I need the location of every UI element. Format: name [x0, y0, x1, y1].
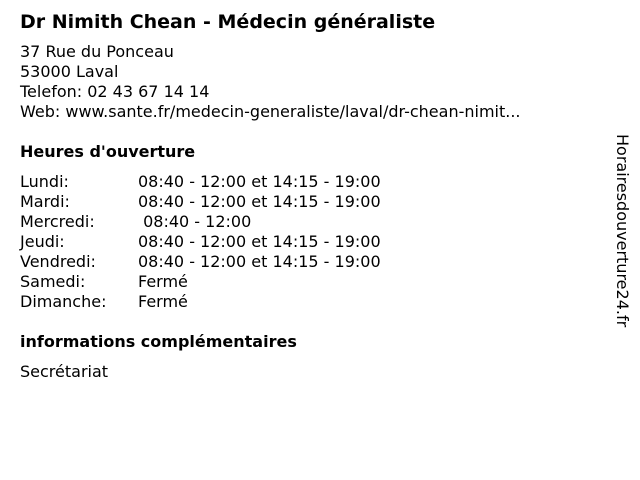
hours-day: Lundi:: [20, 172, 69, 191]
hours-row: [20, 272, 600, 292]
hours-time: Fermé: [138, 292, 188, 311]
hours-time: 08:40 - 12:00: [138, 212, 252, 231]
hours-day: Mercredi:: [20, 212, 95, 231]
hours-day: Vendredi:: [20, 252, 96, 271]
phone-number: Telefon: 02 43 67 14 14: [20, 82, 210, 101]
hours-time: 08:40 - 12:00 et 14:15 - 19:00: [138, 232, 381, 251]
address-street: 37 Rue du Ponceau: [20, 42, 174, 61]
website-link[interactable]: Web: www.sante.fr/medecin-generaliste/laval/dr-chean-nimit...: [20, 102, 521, 121]
hours-time: Fermé: [138, 272, 188, 291]
hours-row: [20, 292, 600, 312]
page-title: Dr Nimith Chean - Médecin généraliste: [20, 11, 436, 33]
hours-day: Samedi:: [20, 272, 86, 291]
hours-row: [20, 232, 600, 252]
hours-row: [20, 172, 600, 192]
address-city: 53000 Laval: [20, 62, 119, 81]
additional-info-text: Secrétariat: [20, 362, 109, 381]
hours-day: Dimanche:: [20, 292, 107, 311]
hours-time: 08:40 - 12:00 et 14:15 - 19:00: [138, 172, 381, 191]
additional-info-heading: informations complémentaires: [20, 332, 297, 351]
hours-day: Jeudi:: [20, 232, 65, 251]
opening-hours-table: [20, 172, 600, 312]
watermark-text: Horairesdouverture24.fr: [613, 134, 632, 328]
opening-hours-heading: Heures d'ouverture: [20, 142, 196, 161]
business-card: [20, 10, 600, 382]
hours-row: [20, 212, 600, 232]
hours-row: [20, 252, 600, 272]
hours-row: [20, 192, 600, 212]
hours-day: Mardi:: [20, 192, 70, 211]
hours-time: 08:40 - 12:00 et 14:15 - 19:00: [138, 252, 381, 271]
hours-time: 08:40 - 12:00 et 14:15 - 19:00: [138, 192, 381, 211]
site-watermark: [610, 134, 638, 374]
